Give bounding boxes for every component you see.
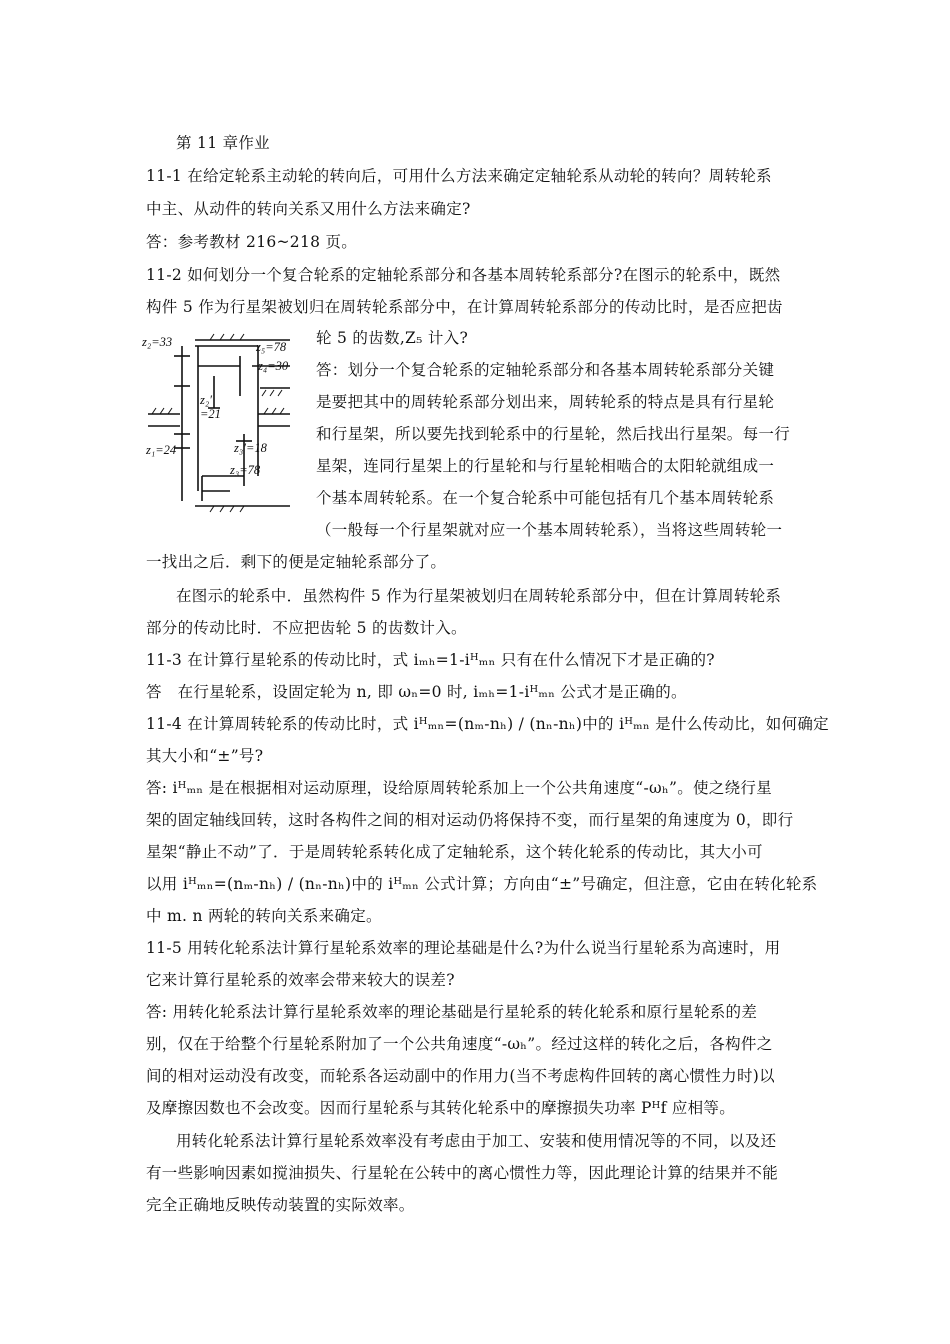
question-11-3: 11-3 在计算行星轮系的传动比时，式 iₘₕ=1-iᴴₘₙ 只有在什么情况下才是正确的? bbox=[146, 651, 715, 669]
question-11-2-line1: 11-2 如何划分一个复合轮系的定轴轮系部分和各基本周转轮系部分?在图示的轮系中，既然 bbox=[146, 266, 781, 284]
answer-11-5b-line1: 用转化轮系法计算行星轮系效率没有考虑由于加工、安装和使用情况等的不同，以及还 bbox=[176, 1132, 777, 1150]
answer-11-4-line4: 以用 iᴴₘₙ=(nₘ-nₕ) / (nₙ-nₕ)中的 iᴴₘₙ 公式计算；方向由“±”号确定，但注意，它由在转化轮系 bbox=[146, 875, 818, 893]
question-11-1-line2: 中主、从动件的转向关系又用什么方法来确定? bbox=[146, 200, 471, 218]
answer-11-2-line2: 是要把其中的周转轮系部分划出来，周转轮系的特点是具有行星轮 bbox=[316, 393, 775, 411]
answer-11-2-line5: 个基本周转轮系。在一个复合轮系中可能包括有几个基本周转轮系 bbox=[316, 489, 775, 507]
answer-11-5-line3: 间的相对运动没有改变，而轮系各运动副中的作用力(当不考虑构件回转的离心惯性力时)以 bbox=[146, 1067, 775, 1085]
gear-train-drawing bbox=[140, 326, 305, 526]
answer-11-5-line4: 及摩擦因数也不会改变。因而行星轮系与其转化轮系中的摩擦损失功率 Pᴴf 应相等。 bbox=[146, 1099, 736, 1117]
question-11-5-line2: 它来计算行星轮系的效率会带来较大的误差? bbox=[146, 971, 455, 989]
answer-11-4-line1: 答: iᴴₘₙ 是在根据相对运动原理，设给原周转轮系加上一个公共角速度“-ωₕ”。使之绕行星 bbox=[146, 779, 772, 797]
answer-11-4-line3: 星架“静止不动”了．于是周转轮系转化成了定轴轮系，这个转化轮系的传动比，其大小可 bbox=[146, 843, 763, 861]
label-z3: z₃=78 bbox=[230, 463, 261, 477]
question-11-4-line1: 11-4 在计算周转轮系的传动比时，式 iᴴₘₙ=(nₘ-nₕ) / (nₙ-nₕ)中的 iᴴₘₙ 是什么传动比，如何确定 bbox=[146, 715, 829, 733]
answer-11-2-line1: 答：划分一个复合轮系的定轴轮系部分和各基本周转轮系部分关键 bbox=[316, 361, 775, 379]
label-z1: z₁=24 bbox=[146, 443, 177, 457]
answer-11-5b-line3: 完全正确地反映传动装置的实际效率。 bbox=[146, 1196, 415, 1214]
label-z2: z₂=33 bbox=[142, 335, 173, 349]
answer-11-2-line6: （一般每一个行星架就对应一个基本周转轮系），当将这些周转轮一 bbox=[316, 521, 783, 539]
gear-train-diagram bbox=[140, 326, 305, 526]
answer-11-5-line1: 答: 用转化轮系法计算行星轮系效率的理论基础是行星轮系的转化轮系和原行星轮系的差 bbox=[146, 1003, 758, 1021]
answer-11-5b-line2: 有一些影响因素如搅油损失、行星轮在公转中的离心惯性力等，因此理论计算的结果并不能 bbox=[146, 1164, 779, 1182]
answer-11-5-line2: 别，仅在于给整个行星轮系附加了一个公共角速度“-ωₕ”。经过这样的转化之后，各构件之 bbox=[146, 1035, 773, 1053]
label-z3-prime: z₃′=18 bbox=[234, 441, 267, 455]
label-z2-prime: z₂′ bbox=[200, 393, 212, 407]
answer-11-3: 答 在行星轮系，设固定轮为 n, 即 ωₙ=0 时, iₘₕ=1-iᴴₘₙ 公式才是正确的。 bbox=[146, 683, 687, 701]
answer-11-2-line3: 和行星架，所以要先找到轮系中的行星轮，然后找出行星架。每一行 bbox=[316, 425, 791, 443]
answer-11-1: 答：参考教材 216~218 页。 bbox=[146, 233, 358, 251]
question-11-2-line3: 轮 5 的齿数,Z₅ 计入? bbox=[316, 329, 469, 347]
label-z5: z₅=78 bbox=[256, 340, 287, 354]
answer-11-2-line7: 一找出之后．剩下的便是定轴轮系部分了。 bbox=[146, 553, 447, 571]
label-z2-prime-value: =21 bbox=[200, 407, 221, 421]
chapter-heading: 第 11 章作业 bbox=[176, 134, 270, 152]
label-z4: z₄=30 bbox=[258, 359, 289, 373]
question-11-4-line2: 其大小和“±”号? bbox=[146, 747, 264, 765]
answer-11-2-line4: 星架，连同行星架上的行星轮和与行星轮相啮合的太阳轮就组成一 bbox=[316, 457, 775, 475]
answer-11-4-line5: 中 m. n 两轮的转向关系来确定。 bbox=[146, 907, 382, 925]
question-11-2-line2: 构件 5 作为行星架被划归在周转轮系部分中，在计算周转轮系部分的传动比时，是否应把齿 bbox=[146, 298, 783, 316]
question-11-1-line1: 11-1 在给定轮系主动轮的转向后，可用什么方法来确定定轴轮系从动轮的转向？周转轮系 bbox=[146, 167, 772, 185]
answer-11-2b-line2: 部分的传动比时．不应把齿轮 5 的齿数计入。 bbox=[146, 619, 467, 637]
answer-11-4-line2: 架的固定轴线回转，这时各构件之间的相对运动仍将保持不变，而行星架的角速度为 0，即行 bbox=[146, 811, 794, 829]
answer-11-2b-line1: 在图示的轮系中．虽然构件 5 作为行星架被划归在周转轮系部分中，但在计算周转轮系 bbox=[176, 587, 782, 605]
question-11-5-line1: 11-5 用转化轮系法计算行星轮系效率的理论基础是什么?为什么说当行星轮系为高速时，用 bbox=[146, 939, 781, 957]
